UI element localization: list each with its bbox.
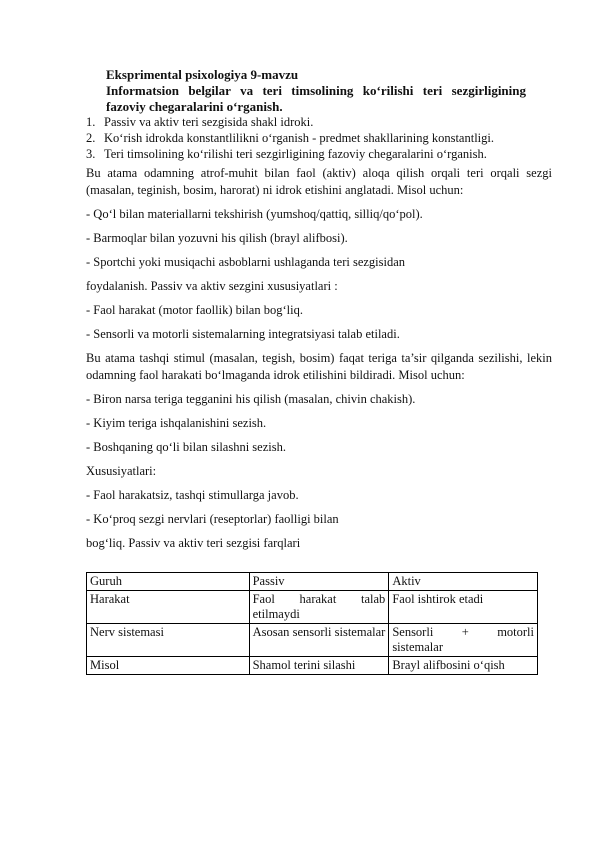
table-header-row [87, 573, 538, 591]
table-cell: Sensorli + motorli sistemalar [389, 624, 538, 657]
paragraph-bullet: - Faol harakatsiz, tashqi stimullarga javob. [86, 488, 299, 502]
paragraph-bullet: - Ko‘proq sezgi nervlari (reseptorlar) faolligi bilan [86, 512, 339, 526]
paragraph-subheading: Xususiyatlari: [86, 464, 157, 478]
table-row [87, 624, 538, 657]
list-number: 3. [86, 147, 96, 161]
table-cell: Misol [87, 657, 250, 675]
paragraph-bullet: - Boshqaning qo‘li bilan silashni sezish. [86, 440, 286, 454]
heading-title-line-1: Informatsion belgilar va teri timsolining ko‘rilishi teri sezgirligining [106, 83, 526, 98]
list-text: Ko‘rish idrokda konstantlilikni o‘rganish - predmet shakllarining konstantligi. [104, 131, 494, 145]
heading-title-line-2: fazoviy chegaralarini o‘rganish. [106, 99, 283, 114]
list-item [86, 130, 556, 146]
document-heading [106, 67, 526, 115]
table-header-cell: Passiv [249, 573, 389, 591]
table-cell: Faol ishtirok etadi [389, 591, 538, 624]
paragraph-bullet: - Sportchi yoki musiqachi asboblarni ushlaganda teri sezgisidan [86, 255, 406, 269]
paragraph-active-definition: Bu atama odamning atrof-muhit bilan faol (aktiv) aloqa qilish orqali teri orqali sezgi (masalan, teginish, bosim, harorat) ni idrok etishini anglatadi. Misol uchun: [86, 166, 552, 197]
comparison-table [86, 572, 538, 675]
table-cell: Faol harakat talab etilmaydi [249, 591, 389, 624]
paragraph-bullet: - Qo‘l bilan materiallarni tekshirish (yumshoq/qattiq, silliq/qo‘pol). [86, 207, 423, 221]
paragraph-bullet: - Faol harakat (motor faollik) bilan bog‘liq. [86, 303, 303, 317]
paragraph-bullet: - Biron narsa teriga tegganini his qilish (masalan, chivin chakish). [86, 392, 416, 406]
numbered-list [86, 114, 556, 162]
table-cell: Asosan sensorli sistemalar [249, 624, 389, 657]
list-item [86, 114, 556, 130]
list-text: Passiv va aktiv teri sezgisida shakl idroki. [104, 115, 314, 129]
list-number: 2. [86, 131, 96, 145]
table-row [87, 591, 538, 624]
table-header-cell: Aktiv [389, 573, 538, 591]
paragraph-text: foydalanish. Passiv va aktiv sezgini xususiyatlari : [86, 279, 338, 293]
document-body [86, 165, 552, 559]
list-number: 1. [86, 115, 96, 129]
table-cell: Harakat [87, 591, 250, 624]
list-text: Teri timsolining ko‘rilishi teri sezgirligining fazoviy chegaralarini o‘rganish. [104, 147, 487, 161]
paragraph-bullet: - Kiyim teriga ishqalanishini sezish. [86, 416, 267, 430]
paragraph-bullet: - Barmoqlar bilan yozuvni his qilish (brayl alifbosi). [86, 231, 348, 245]
paragraph-bullet: - Sensorli va motorli sistemalarning integratsiyasi talab etiladi. [86, 327, 400, 341]
table-row [87, 657, 538, 675]
paragraph-text: bog‘liq. Passiv va aktiv teri sezgisi farqlari [86, 536, 301, 550]
table-cell: Nerv sistemasi [87, 624, 250, 657]
list-item [86, 146, 556, 162]
table-cell: Shamol terini silashi [249, 657, 389, 675]
paragraph-passive-definition: Bu atama tashqi stimul (masalan, tegish, bosim) faqat teriga ta’sir qilganda sezilishi, lekin odamning faol harakati bo‘lmaganda idrok etilishini bildiradi. Misol uchun: [86, 351, 552, 382]
table-cell: Brayl alifbosini o‘qish [389, 657, 538, 675]
heading-topic-line: Eksprimental psixologiya 9-mavzu [106, 67, 299, 82]
table-header-cell: Guruh [87, 573, 250, 591]
